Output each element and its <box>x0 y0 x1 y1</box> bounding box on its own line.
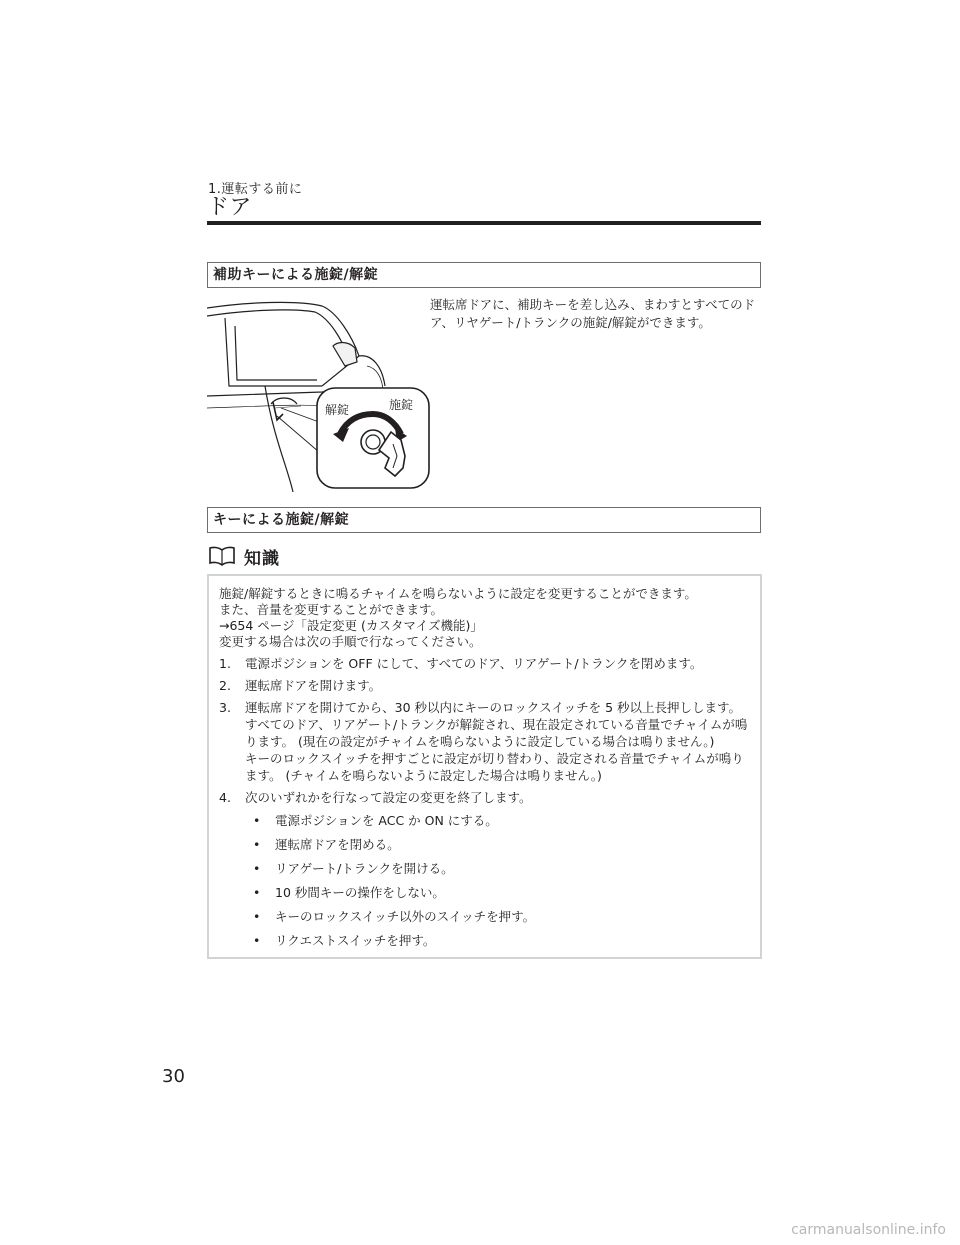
watermark: carmanualsonline.info <box>791 1222 946 1238</box>
step-item <box>219 655 750 672</box>
step-item <box>219 699 750 784</box>
step-text-continued: キーのロックスイッチを押すごとに設定が切り替わり、設定される音量でチャイムが鳴ります。 (チャイムを鳴らないように設定した場合は鳴りません。) <box>245 751 744 783</box>
step-number: 4. <box>219 790 231 805</box>
knowledge-title <box>208 544 280 568</box>
knowledge-line: 変更する場合は次の手順で行なってください。 <box>219 634 482 649</box>
bullet-item: • 10 秒間キーの操作をしない。 <box>253 884 758 902</box>
steps-list <box>219 655 750 950</box>
knowledge-reference: →654 ページ「設定変更 (カスタマイズ機能)」 <box>219 618 483 633</box>
section-heading-spare-key: 補助キーによる施錠/解錠 <box>207 262 761 288</box>
step-number: 1. <box>219 656 231 671</box>
bullet-item: • キーのロックスイッチ以外のスイッチを押す。 <box>253 908 758 926</box>
knowledge-line: また、音量を変更することができます。 <box>219 602 444 617</box>
step-item <box>219 789 750 950</box>
knowledge-line: 施錠/解錠するときに鳴るチャイムを鳴らないように設定を変更することができます。 <box>219 586 697 601</box>
spare-key-description: 運転席ドアに、補助キーを差し込み、まわすとすべてのドア、リヤゲート/トランクの施錠/解錠ができます。 <box>430 297 756 330</box>
bullet-item: • 運転席ドアを閉める。 <box>253 836 758 854</box>
step-number: 3. <box>219 700 231 715</box>
page-title: ドア <box>207 195 253 220</box>
label-unlock: 解錠 <box>325 403 350 417</box>
step-text: 運転席ドアを開けます。 <box>245 678 382 693</box>
label-lock: 施錠 <box>389 398 414 412</box>
knowledge-label: 知識 <box>244 548 280 569</box>
step-number: 2. <box>219 678 231 693</box>
step-text: 電源ポジションを OFF にして、すべてのドア、リアゲート/トランクを閉めます。 <box>245 656 703 671</box>
knowledge-box <box>207 574 762 959</box>
bullet-item: • リアゲート/トランクを開ける。 <box>253 860 758 878</box>
step-text: 運転席ドアを開けてから、30 秒以内にキーのロックスイッチを 5 秒以上長押しします。すべてのドア、リアゲート/トランクが解錠され、現在設定されている音量でチャイムが鳴ります。 (現在の設定がチャイムを鳴らないように設定している場合は鳴りません。) <box>245 700 748 749</box>
step-text: 次のいずれかを行なって設定の変更を終了します。 <box>245 790 532 805</box>
step-item <box>219 677 750 694</box>
chapter-label: 1.運転する前に <box>208 182 303 197</box>
section-heading-key: キーによる施錠/解錠 <box>207 507 761 533</box>
bullet-list <box>245 812 750 950</box>
page-number: 30 <box>162 1066 185 1087</box>
bullet-item: • 電源ポジションを ACC か ON にする。 <box>253 812 758 830</box>
title-rule <box>207 221 761 225</box>
door-key-figure <box>207 296 432 492</box>
book-icon <box>208 546 236 566</box>
bullet-item: • リクエストスイッチを押す。 <box>253 932 758 950</box>
